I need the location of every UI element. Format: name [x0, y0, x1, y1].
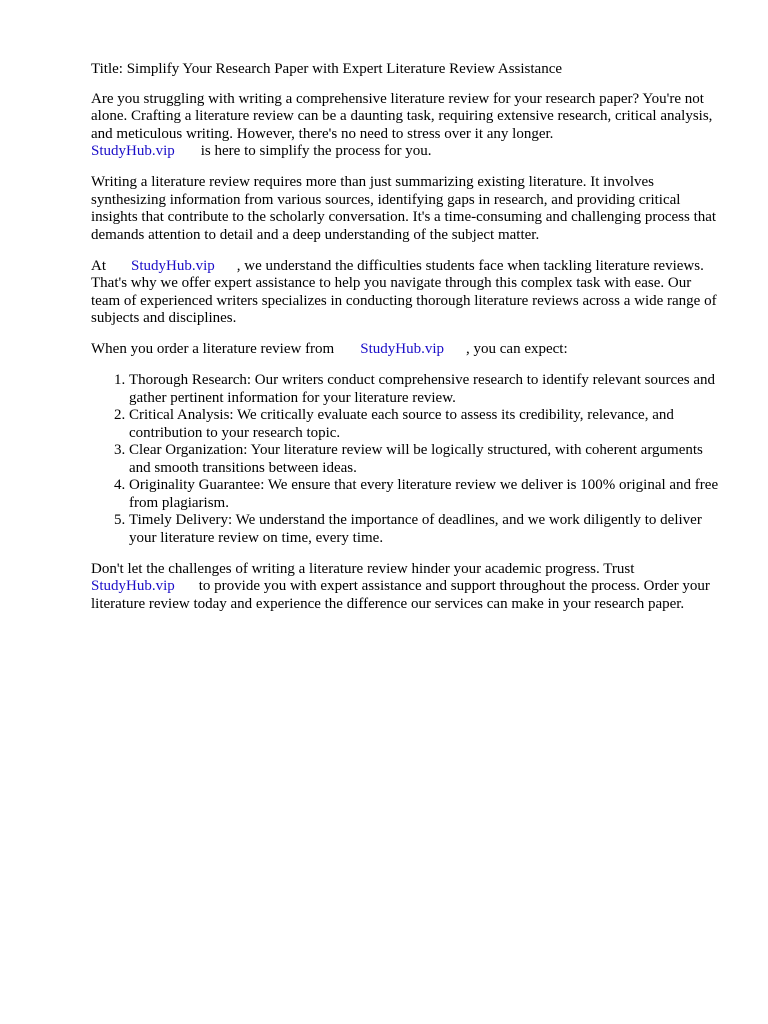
list-item: 5. Timely Delivery: We understand the importance of deadlines, and we work diligently to deliver your literature review on time, every time.	[129, 512, 721, 547]
list-item: 4. Originality Guarantee: We ensure that every literature review we deliver is 100% original and free from plagiarism.	[129, 477, 721, 512]
closing-paragraph	[91, 561, 721, 614]
studyhub-link-3[interactable]: StudyHub.vip	[360, 341, 444, 357]
studyhub-link-4[interactable]: StudyHub.vip	[91, 578, 175, 594]
expect-tail-text: , you can expect:	[466, 341, 568, 357]
studyhub-link-2[interactable]: StudyHub.vip	[131, 257, 215, 274]
expect-lead-text: When you order a literature review from	[91, 341, 335, 357]
document-title: Title: Simplify Your Research Paper with Expert Literature Review Assistance	[91, 61, 563, 77]
list-item: 1. Thorough Research: Our writers conduct comprehensive research to identify relevant sources and gather pertinent information for your literature review.	[129, 372, 721, 407]
intro-text: Are you struggling with writing a comprehensive literature review for your research paper? You're not alone. Crafting a literature review can be a daunting task, requiring extensive research, critical analysis, and meticulous writing. However, there's no need to stress over it any longer.	[91, 90, 713, 142]
requirements-paragraph: Writing a literature review requires more than just summarizing existing literature. It involves synthesizing information from various sources, identifying gaps in research, and providing critical insights that contribute to the scholarly conversation. It's a time-consuming and challenging process that demands attention to detail and a deep understanding of the subject matter.	[91, 174, 717, 243]
list-item: 2. Critical Analysis: We critically evaluate each source to assess its credibility, relevance, and contribution to your research topic.	[129, 407, 721, 442]
expect-paragraph	[91, 341, 721, 359]
about-tail-text: , we understand the difficulties students face when tackling literature reviews. That's why we offer expert assistance to help you navigate through this complex task with ease. Our team of experienced writers specializes in conducting thorough literature reviews across a wide range of subjects and disciplines.	[91, 257, 717, 326]
intro-paragraph	[91, 91, 721, 161]
list-item: 3. Clear Organization: Your literature review will be logically structured, with coherent arguments and smooth transitions between ideas.	[129, 442, 721, 477]
about-lead-text: At	[91, 257, 106, 274]
intro-tail-text: is here to simplify the process for you.	[200, 143, 432, 159]
closing-tail-text: to provide you with expert assistance and support throughout the process. Order your literature review today and experience the difference our services can make in your research paper.	[91, 578, 710, 612]
benefits-list	[91, 372, 721, 547]
closing-lead-text: Don't let the challenges of writing a literature review hinder your academic progress. Trust	[91, 560, 635, 577]
about-paragraph	[91, 258, 721, 328]
document-page	[91, 61, 721, 627]
studyhub-link-1[interactable]: StudyHub.vip	[91, 143, 175, 159]
